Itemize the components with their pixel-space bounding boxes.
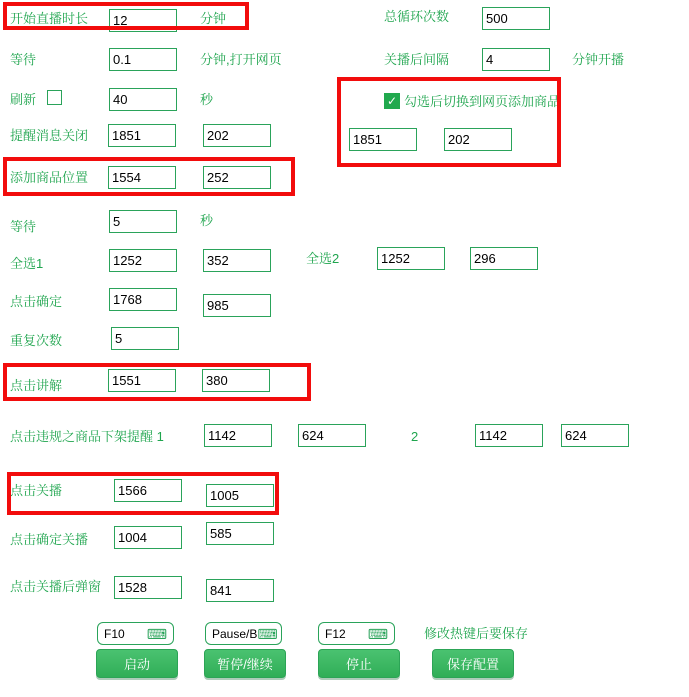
start-hotkey-field[interactable] [97, 622, 174, 645]
close-interval-input[interactable] [482, 48, 550, 71]
check-icon: ✓ [386, 94, 398, 108]
refresh-unit: 秒 [200, 92, 214, 107]
wait-seconds-label: 等待 [10, 219, 37, 234]
close-interval-label: 关播后间隔 [384, 52, 450, 67]
stop-button[interactable]: 停止 [318, 649, 400, 678]
select-all-1-label: 全选1 [10, 256, 44, 271]
add-product-pos-x-input[interactable] [108, 166, 176, 189]
keyboard-icon: ⌨ [367, 625, 388, 642]
stop-hotkey-field[interactable] [318, 622, 395, 645]
reminder-close-x-input[interactable] [108, 124, 176, 147]
hotkey-note: 修改热键后要保存 [424, 626, 529, 641]
click-explain-y-input[interactable] [202, 369, 270, 392]
keyboard-icon: ⌨ [257, 625, 278, 642]
reminder-close-label: 提醒消息关闭 [10, 128, 89, 143]
click-close-broadcast-label: 点击关播 [10, 483, 63, 498]
click-explain-label: 点击讲解 [10, 378, 63, 393]
total-loops-input[interactable] [482, 7, 550, 30]
wait-open-page-label: 等待 [10, 52, 37, 67]
select-all-2-y-input[interactable] [470, 247, 538, 270]
click-confirm-label: 点击确定 [10, 294, 63, 309]
violation-reminder-label: 点击违规之商品下架提醒 1 [10, 429, 164, 444]
select-all-2-label: 全选2 [306, 251, 340, 266]
refresh-input[interactable] [109, 88, 177, 111]
switch-add-product-checkbox[interactable] [384, 93, 400, 109]
click-confirm-x-input[interactable] [109, 288, 177, 311]
start-button[interactable]: 启动 [96, 649, 178, 678]
click-explain-x-input[interactable] [108, 369, 176, 392]
violation-reminder-x1-input[interactable] [204, 424, 272, 447]
add-product-pos-y-input[interactable] [203, 166, 271, 189]
start-duration-label: 开始直播时长 [10, 11, 89, 26]
select-all-1-y-input[interactable] [203, 249, 271, 272]
start-duration-input[interactable] [109, 9, 177, 32]
start-hotkey-value: F10 [104, 626, 125, 641]
wait-open-page-input[interactable] [109, 48, 177, 71]
click-confirm-close-x-input[interactable] [114, 526, 182, 549]
wait-seconds-input[interactable] [109, 210, 177, 233]
select-all-2-x-input[interactable] [377, 247, 445, 270]
click-confirm-close-label: 点击确定关播 [10, 532, 89, 547]
reminder-close-y-input[interactable] [203, 124, 271, 147]
switch-add-product-x-input[interactable] [349, 128, 417, 151]
click-close-popup-y-input[interactable] [206, 579, 274, 602]
violation-reminder-y2-input[interactable] [561, 424, 629, 447]
violation-reminder-2-label: 2 [411, 429, 419, 444]
pause-hotkey-field[interactable] [205, 622, 282, 645]
click-confirm-y-input[interactable] [203, 294, 271, 317]
pause-resume-button[interactable]: 暂停/继续 [204, 649, 286, 678]
start-duration-unit: 分钟 [200, 11, 227, 26]
violation-reminder-x2-input[interactable] [475, 424, 543, 447]
keyboard-icon: ⌨ [146, 625, 167, 642]
select-all-1-x-input[interactable] [109, 249, 177, 272]
click-close-broadcast-x-input[interactable] [114, 479, 182, 502]
click-close-popup-x-input[interactable] [114, 576, 182, 599]
save-config-button[interactable]: 保存配置 [432, 649, 514, 678]
total-loops-label: 总循环次数 [384, 9, 450, 24]
annotation-box-switch-add-product [337, 77, 561, 167]
wait-seconds-unit: 秒 [200, 213, 214, 228]
add-product-pos-label: 添加商品位置 [10, 170, 89, 185]
close-interval-unit: 分钟开播 [572, 52, 625, 67]
switch-add-product-label: 勾选后切换到网页添加商品 [404, 94, 561, 109]
click-close-popup-label: 点击关播后弹窗 [10, 579, 102, 594]
repeat-count-input[interactable] [111, 327, 179, 350]
stop-hotkey-value: F12 [325, 626, 346, 641]
switch-add-product-y-input[interactable] [444, 128, 512, 151]
wait-open-page-unit: 分钟,打开网页 [200, 52, 282, 67]
refresh-label: 刷新 [10, 92, 37, 107]
click-close-broadcast-y-input[interactable] [206, 484, 274, 507]
repeat-count-label: 重复次数 [10, 333, 63, 348]
click-confirm-close-y-input[interactable] [206, 522, 274, 545]
pause-hotkey-value: Pause/B [212, 626, 258, 641]
violation-reminder-y1-input[interactable] [298, 424, 366, 447]
refresh-checkbox[interactable] [47, 90, 62, 105]
